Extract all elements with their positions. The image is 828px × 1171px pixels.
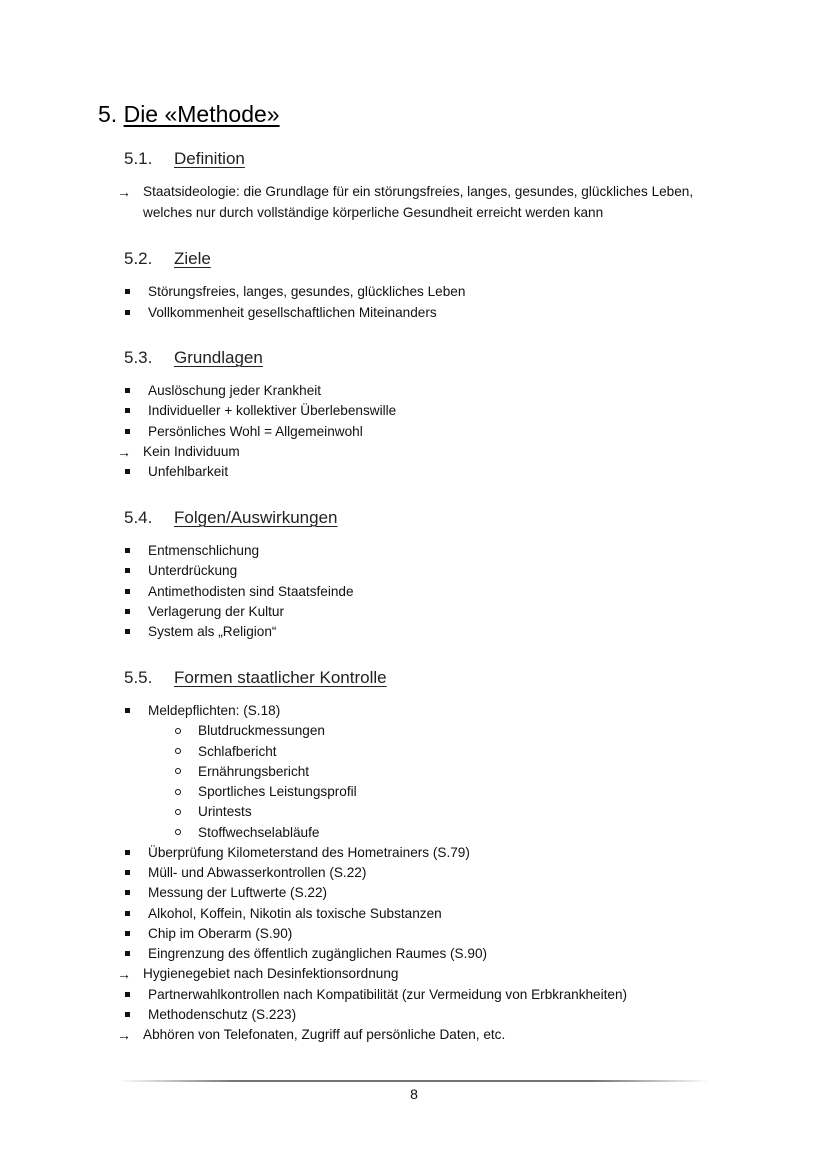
circle-bullet-icon <box>175 748 181 754</box>
list-item-text: Sportliches Leistungsprofil <box>198 784 357 799</box>
arrow-right-icon: → <box>117 184 131 200</box>
list-item-continuation: welches nur durch vollständige körperliche Gesundheit erreicht werden kann <box>143 205 604 220</box>
list-item-text: Individueller + kollektiver Überlebenswille <box>148 403 397 419</box>
arrow-right-icon: → <box>117 1027 131 1043</box>
list-item-text: Unterdrückung <box>148 563 238 579</box>
list-item-text: Verlagerung der Kultur <box>148 603 285 619</box>
list-item-text: Meldepflichten: (S.18) <box>148 703 281 718</box>
list-item-text: Chip im Oberarm (S.90) <box>148 925 293 941</box>
chapter-number: 5. <box>98 101 118 127</box>
chapter-heading <box>98 98 280 130</box>
section-number: 5.2. <box>124 249 153 268</box>
list-item-text: Auslöschung jeder Krankheit <box>148 383 322 398</box>
list-item-text: Urintests <box>198 804 252 820</box>
section-heading-grundlagen <box>124 347 263 369</box>
square-bullet-icon <box>125 289 130 294</box>
list-item-text: Kein Individuum <box>143 443 240 459</box>
square-bullet-icon <box>125 951 130 956</box>
section-heading-folgen <box>124 507 337 529</box>
list-item-text: Stoffwechselabläufe <box>198 824 320 840</box>
list-item-text: Partnerwahlkontrollen nach Kompatibilität (zur Vermeidung von Erbkrankheiten) <box>148 986 628 1002</box>
list-item-text: Hygienegebiet nach Desinfektionsordnung <box>143 966 399 982</box>
chapter-title: Die «Methode» <box>123 101 280 127</box>
list-item-text: System als „Religion“ <box>148 624 277 640</box>
list-item-text: Vollkommenheit gesellschaftlichen Miteinanders <box>148 304 437 320</box>
page-number: 8 <box>410 1086 418 1102</box>
square-bullet-icon <box>125 992 130 997</box>
list-item-text: Alkohol, Koffein, Nikotin als toxische Substanzen <box>148 905 442 921</box>
list-item-text: Ernährungsbericht <box>198 763 310 779</box>
section-heading-definition <box>124 148 245 170</box>
square-bullet-icon <box>125 429 130 434</box>
circle-bullet-icon <box>175 789 181 795</box>
square-bullet-icon <box>125 708 130 713</box>
section-title: Definition <box>174 149 245 168</box>
section-heading-kontrolle <box>124 667 387 689</box>
list-item-text: Müll- und Abwasserkontrollen (S.22) <box>148 865 367 880</box>
square-bullet-icon <box>125 548 130 553</box>
list-item-text: Antimethodisten sind Staatsfeinde <box>148 583 354 599</box>
square-bullet-icon <box>125 388 130 393</box>
section-number: 5.1. <box>124 149 153 168</box>
circle-bullet-icon <box>175 809 181 815</box>
list-item-text: Eingrenzung des öffentlich zugänglichen Raumes (S.90) <box>148 946 488 961</box>
square-bullet-icon <box>125 589 130 594</box>
square-bullet-icon <box>125 568 130 573</box>
square-bullet-icon <box>125 931 130 936</box>
list-item-text: Persönliches Wohl = Allgemeinwohl <box>148 423 363 439</box>
list-item-text: Überprüfung Kilometerstand des Hometrainers (S.79) <box>148 844 470 860</box>
list-item-text: Blutdruckmessungen <box>198 723 325 739</box>
list-item-text: Störungsfreies, langes, gesundes, glückliches Leben <box>148 284 466 299</box>
list-item-text: Unfehlbarkeit <box>148 464 229 480</box>
section-title: Ziele <box>174 249 211 268</box>
square-bullet-icon <box>125 469 130 474</box>
footer-divider <box>118 1080 710 1082</box>
circle-bullet-icon <box>175 768 181 774</box>
list-item-text: Methodenschutz (S.223) <box>148 1006 297 1022</box>
section-title: Grundlagen <box>174 348 263 367</box>
list-item-text: Messung der Luftwerte (S.22) <box>148 885 328 901</box>
list-item-text: Schlafbericht <box>198 743 277 759</box>
square-bullet-icon <box>125 408 130 413</box>
arrow-right-icon: → <box>117 443 131 460</box>
list-item-text: Abhören von Telefonaten, Zugriff auf persönliche Daten, etc. <box>143 1027 506 1042</box>
square-bullet-icon <box>125 1012 130 1017</box>
square-bullet-icon <box>125 890 130 895</box>
list-item-text: Staatsideologie: die Grundlage für ein störungsfreies, langes, gesundes, glückliches Leben, <box>143 184 694 199</box>
section-title: Formen staatlicher Kontrolle <box>174 668 387 687</box>
square-bullet-icon <box>125 850 130 855</box>
arrow-right-icon: → <box>117 966 131 983</box>
square-bullet-icon <box>125 629 130 634</box>
section-number: 5.4. <box>124 508 153 527</box>
square-bullet-icon <box>125 870 130 875</box>
section-number: 5.5. <box>124 668 153 687</box>
section-title: Folgen/Auswirkungen <box>174 508 338 527</box>
square-bullet-icon <box>125 911 130 916</box>
section-number: 5.3. <box>124 348 153 367</box>
circle-bullet-icon <box>175 728 181 734</box>
section-heading-ziele <box>124 248 211 270</box>
circle-bullet-icon <box>175 829 181 835</box>
square-bullet-icon <box>125 609 130 614</box>
list-item-text: Entmenschlichung <box>148 543 260 558</box>
square-bullet-icon <box>125 310 130 315</box>
